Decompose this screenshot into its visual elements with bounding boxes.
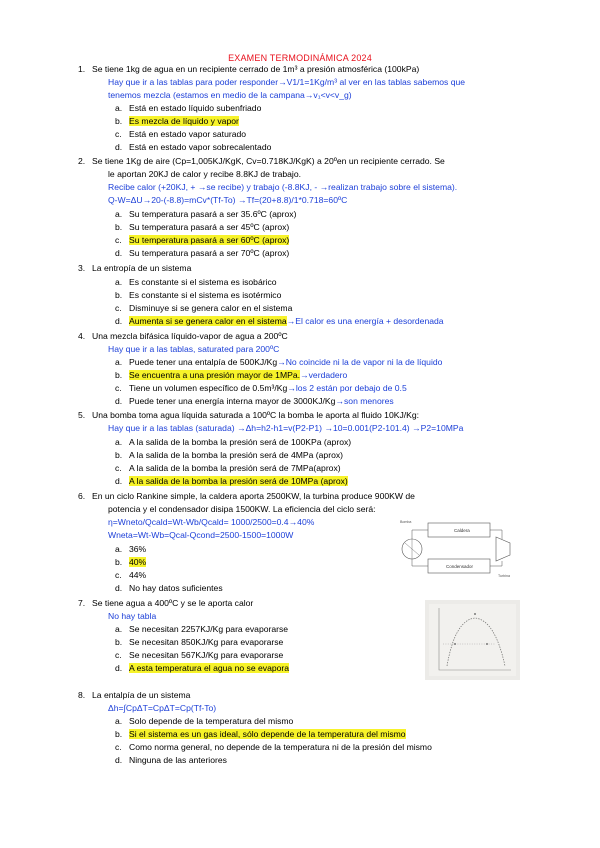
q4-option-b: b. Se encuentra a una presión mayor de 1MPa.→verdadero xyxy=(115,370,348,380)
q6-note-2: Wneta=Wt-Wb=Qcal-Qcond=2500-1500=1000W xyxy=(108,530,294,540)
pump-label: Bomba xyxy=(400,520,412,524)
q5-option-b: b. A la salida de la bomba la presión será de 4MPa (aprox) xyxy=(115,450,344,460)
q6-option-a: a. 36% xyxy=(115,544,147,554)
question-2: 2. Se tiene 1Kg de aire (Cp=1,005KJ/KgK, Cv=0.718KJ/KgK) a 20ºen un recipiente cerrado. Se xyxy=(78,156,445,166)
q1-option-d: d. Está en estado vapor sobrecalentado xyxy=(115,142,272,152)
q2-text-2: le aportan 20KJ de calor y recibe 8.8KJ de trabajo. xyxy=(108,169,301,179)
question-7: 7. Se tiene agua a 400ºC y se le aporta calor xyxy=(78,598,254,608)
q7-option-a: a. Se necesitan 2257KJ/Kg para evaporarse xyxy=(115,624,289,634)
q6-option-b: b. 40% xyxy=(115,557,147,567)
boiler-label: Caldera xyxy=(454,528,470,533)
question-number: 1. xyxy=(78,64,86,74)
question-3: 3. La entropía de un sistema xyxy=(78,263,192,273)
q4-option-c: c. Tiene un volumen específico de 0.5m³/Kg→los 2 están por debajo de 0.5 xyxy=(115,383,407,393)
q3-option-c: c. Disminuye si se genera calor en el sistema xyxy=(115,303,293,313)
q2-option-a: a. Su temperatura pasará a ser 35.6ºC (aprox) xyxy=(115,209,297,219)
q5-option-d: d. A la salida de la bomba la presión será de 10MPa (aprox) xyxy=(115,476,348,486)
q7-option-b: b. Se necesitan 850KJ/Kg para evaporarse xyxy=(115,637,284,647)
q6-option-c: c. 44% xyxy=(115,570,147,580)
q6-text-2: potencia y el condensador disipa 1500KW. La eficiencia del ciclo será: xyxy=(108,504,376,514)
q2-option-d: d. Su temperatura pasará a ser 70ºC (aprox) xyxy=(115,248,290,258)
q8-option-a: a. Solo depende de la temperatura del mismo xyxy=(115,716,294,726)
q5-option-a: a. A la salida de la bomba la presión será de 100KPa (aprox) xyxy=(115,437,352,447)
q4-option-a: a. Puede tener una entalpía de 500KJ/Kg→No coincide ni la de vapor ni la de líquido xyxy=(115,357,443,367)
rankine-cycle-diagram xyxy=(398,515,518,587)
q1-option-a: a. Está en estado líquido subenfriado xyxy=(115,103,262,113)
q6-option-d: d. No hay datos suficientes xyxy=(115,583,223,593)
q3-option-a: a. Es constante si el sistema es isobárico xyxy=(115,277,277,287)
q2-note-2: Q-W=ΔU→20-(-8.8)=mCv*(Tf-To) →Tf=(20+8.8)/1*0.718=60ºC xyxy=(108,195,348,205)
question-text: Se tiene 1kg de agua en un recipiente cerrado de 1m³ a presión atmosférica (100kPa) xyxy=(92,64,420,74)
q2-option-c: c. Su temperatura pasará a ser 60ºC (aprox) xyxy=(115,235,290,245)
q2-option-b: b. Su temperatura pasará a ser 45ºC (aprox) xyxy=(115,222,290,232)
q3-option-b: b. Es constante si el sistema es isotérmico xyxy=(115,290,282,300)
q1-option-b: b. Es mezcla de líquido y vapor xyxy=(115,116,239,126)
exam-title: EXAMEN TERMODINÁMICA 2024 xyxy=(228,53,372,63)
q4-note-1: Hay que ir a las tablas, saturated para 200ºC xyxy=(108,344,280,354)
q5-note-1: Hay que ir a las tablas (saturada) →Δh=h2-h1=v(P2-P1) →10=0.001(P2-101.4) →P2=10MPa xyxy=(108,423,464,433)
question-8: 8. La entalpía de un sistema xyxy=(78,690,191,700)
q3-option-d: d. Aumenta si se genera calor en el sistema→El calor es una energía + desordenada xyxy=(115,316,444,326)
turbine-label: Turbina xyxy=(498,574,511,578)
q8-option-d: d. Ninguna de las anteriores xyxy=(115,755,227,765)
condenser-label: Condensador xyxy=(446,564,474,569)
q2-note-1: Recibe calor (+20KJ, + →se recibe) y trabajo (-8.8KJ, - →realizan trabajo sobre el sistema). xyxy=(108,182,458,192)
q4-option-d: d. Puede tener una energía interna mayor de 3000KJ/Kg→son menores xyxy=(115,396,394,406)
question-4: 4. Una mezcla bifásica líquido-vapor de agua a 200ºC xyxy=(78,331,288,341)
q8-option-c: c. Como norma general, no depende de la temperatura ni de la presión del mismo xyxy=(115,742,432,752)
q8-note-1: Δh=∫CpΔT=CpΔT=Cp(Tf-To) xyxy=(108,703,217,713)
question-1 xyxy=(78,63,420,75)
q7-note-1: No hay tabla xyxy=(108,611,157,621)
question-6: 6. En un ciclo Rankine simple, la caldera aporta 2500KW, la turbina produce 900KW de xyxy=(78,491,415,501)
question-5: 5. Una bomba toma agua líquida saturada a 100ºC la bomba le aporta al fluido 10KJ/Kg: xyxy=(78,410,420,420)
turbine-icon xyxy=(496,537,510,561)
ts-diagram-photo xyxy=(425,600,520,680)
q6-note-1: η=Wneto/Qcald=Wt-Wb/Qcald= 1000/2500=0.4→40% xyxy=(108,517,315,527)
q1-option-c: c. Está en estado vapor saturado xyxy=(115,129,247,139)
q1-note-1: Hay que ir a las tablas para poder responder→V1/1=1Kg/m³ al ver en las tablas sabemos que xyxy=(108,77,466,87)
q1-note-2: tenemos mezcla (estamos en medio de la campana→v₁<v<v_g) xyxy=(108,90,352,100)
q7-option-d: d. A esta temperatura el agua no se evapora xyxy=(115,663,290,673)
q5-option-c: c. A la salida de la bomba la presión será de 7MPa(aprox) xyxy=(115,463,341,473)
q7-option-c: c. Se necesitan 567KJ/Kg para evaporarse xyxy=(115,650,284,660)
q8-option-b: b. Si el sistema es un gas ideal, sólo depende de la temperatura del mismo xyxy=(115,729,406,739)
